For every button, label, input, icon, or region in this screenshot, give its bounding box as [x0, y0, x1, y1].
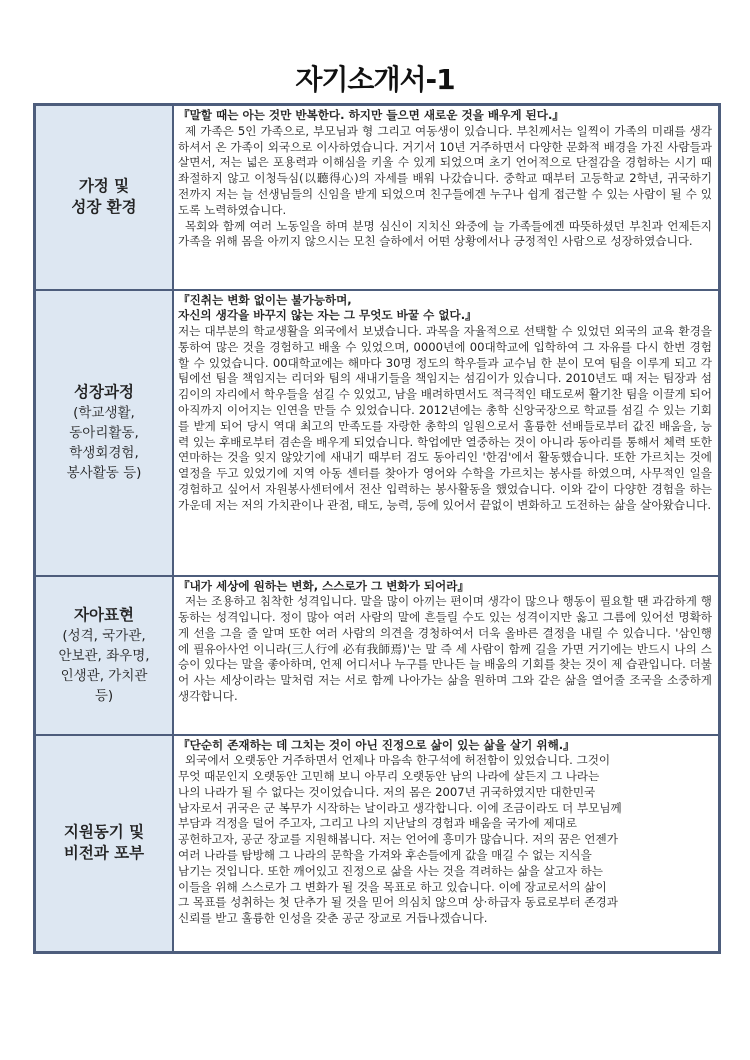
section-label-main: 성장과정: [74, 383, 134, 401]
section-body: [173, 105, 720, 290]
section-label-sub: (학교생활, 동아리활동, 학생회경험, 봉사활동 등): [66, 405, 142, 481]
section-paragraph: 저는 대부분의 학교생활을 외국에서 보냈습니다. 과목을 자율적으로 선택할 수 있었던 외국의 교육 환경을 통하여 많은 것을 경험하고 배울 수 있었으며, 0000년에 00대학교에 입학하여 그 자유를 다시 한번 경험할 수 있었습니다. 00대학교에는 해마다 30명 정도의 학우들과 교수님 한 분이 모여 팀을 이루게 되고 각 팀에선 팀을 책임지는 리더와 팀의 새내기들을 책임지는 섬김이가 있습니다. 2010년도 때 저는 팀장과 섬김이의 자리에서 학우들을 섬길 수 있었고, 남을 배려하면서도 적극적인 태도로써 활기찬 팀을 이끌게 되어 아직까지 이어지는 인연을 만들 수 있었습니다. 2012년에는 총학 신앙국장으로 학교를 섬길 수 있는 기회를 받게 되어 당시 역대 최고의 만족도를 자랑한 총학의 일원으로서 훌륭한 선배들로부터 값진 배움을, 능력 있는 후배로부터 겸손을 배우게 되었습니다. 학업에만 열중하는 것이 아니라 동아리를 통해서 체력 또한 연마하는 것을 잊지 않았기에 새내기 때부터 검도 동아리인 '한검'에서 활동했습니다. 또한 가르치는 것에 열정을 두고 있었기에 지역 아동 센터를 찾아가 영어와 수학을 가르치는 봉사를 하였으며, 사무적인 일을 경험하고 싶어서 자원봉사센터에서 전산 입력하는 봉사활동을 했었습니다. 이와 같이 다양한 경험을 하는 가운데 저는 저의 가치관이나 관점, 태도, 능력, 등에 있어서 끝없이 변화하고 도전하는 삶을 살아왔습니다.: [178, 324, 712, 512]
page-title: 자기소개서-1: [295, 63, 455, 96]
section-label: [35, 105, 174, 290]
section-label-main: 자아표현: [74, 605, 134, 624]
section-body: [173, 290, 720, 576]
section-paragraph: 목회와 함께 여러 노동일을 하며 분명 심신이 지치신 와중에 늘 가족들에겐 따뜻하셨던 부친과 언제든지 가족을 위해 몸을 아끼지 않으시는 모친 슬하에서 어떤 상황에서나 긍정적인 사람으로 성장하였습니다.: [178, 218, 712, 249]
section-quote: 『말할 때는 아는 것만 반복한다. 하지만 들으면 새로운 것을 배우게 된다.』: [178, 108, 564, 122]
self-introduction-table: [33, 103, 721, 954]
section-quote: 『내가 세상에 원하는 변화, 스스로가 그 변화가 되어라』: [178, 578, 470, 593]
section-label-sub: (성격, 국가관, 안보관, 좌우명, 인생관, 가치관 등): [58, 627, 150, 704]
section-paragraph: 외국에서 오랫동안 거주하면서 언제나 마음속 한구석에 허전함이 있었습니다. 그것이 무엇 때문인지 오랫동안 고민해 보니 아무리 오랫동안 남의 나라에 살든지 그 나라는 나의 나라가 될 수 없다는 것이었습니다. 저의 몸은 2007년 귀국하였지만 대한민국 남자로서 귀국은 군 복무가 시작하는 날이라고 생각합니다. 이에 조금이라도 더 부모님께 부담과 걱정을 덜어 주고자, 그리고 나의 지난날의 경험과 배움을 국가에 제대로 공헌하고자, 공군 장교를 지원해봅니다. 저는 언어에 흥미가 많습니다. 저의 꿈은 언젠가 여러 나라를 탐방해 그 나라의 문학을 가져와 후손들에게 값을 매길 수 없는 지식을 남기는 것입니다. 또한 깨어있고 진정으로 삶을 사는 것을 격려하는 삶을 살고자 하는 이들을 위해 스스로가 그 변화가 될 것을 목표로 하고 있습니다. 이에 장교로서의 삶이 그 목표를 성취하는 첫 단추가 될 것을 믿어 의심치 않으며 상·하급자 동료로부터 존경과 신뢰를 받고 훌륭한 인성을 갖춘 공군 장교로 거듭나겠습니다.: [178, 753, 622, 926]
section-label: [35, 290, 174, 576]
section-motivation-vision: [35, 735, 720, 953]
section-quote: 『진취는 변화 없이는 불가능하며, 자신의 생각을 바꾸지 않는 자는 그 무엇도 바꿀 수 없다.』: [178, 292, 477, 323]
section-growth-process: [35, 290, 720, 576]
section-family-background: [35, 105, 720, 290]
section-label: [35, 576, 174, 735]
section-paragraph: 저는 조용하고 침착한 성격입니다. 말을 많이 아끼는 편이며 생각이 많으나 행동이 필요할 땐 과감하게 행동하는 성격입니다. 정이 많아 여러 사람의 말에 흔들릴 수도 있는 성격이지만 옳고 그름에 있어선 명확하게 선을 그을 줄 알며 또한 여러 사람의 의견을 경청하여서 더욱 올바른 결정을 내릴 수 있습니다. '삼인행에 필유아사언 이니라(三人行에 必有我師焉)'는 말 즉 세 사람이 함께 길을 가면 거기에는 반드시 나의 스승이 있다는 말을 좋아하며, 언제 어디서나 누구를 만나든 늘 배움의 기회를 찾는 것이 제 습관입니다. 더불어 사는 세상이라는 말처럼 저는 서로 함께 나아가는 삶을 원하며 그와 같은 삶을 열어줄 조국을 소중하게 생각합니다.: [178, 594, 712, 704]
section-label-main: 가정 및 성장 환경: [71, 177, 137, 217]
section-quote: 『단순히 존재하는 데 그치는 것이 아닌 진정으로 삶이 있는 삶을 살기 위해.』: [178, 737, 575, 752]
section-label: [35, 735, 174, 953]
section-body: [173, 735, 720, 953]
section-paragraph: 제 가족은 5인 가족으로, 부모님과 형 그리고 여동생이 있습니다. 부친께서는 일찍이 가족의 미래를 생각하셔서 온 가족이 외국으로 이사하였습니다. 거기서 10년 거주하면서 다양한 문화적 배경을 가진 사람들과 살면서, 저는 넓은 포용력과 이해심을 키울 수 있게 되었으며 초기 언어적으로 단절감을 경험하는 시기 때 좌절하지 않고 이청득심(以聽得心)의 자세를 배워 나갔습니다. 중학교 때부터 고등학교 2학년, 귀국하기 전까지 저는 늘 선생님들의 신임을 받게 되었으며 친구들에겐 누구나 쉽게 접근할 수 있는 사람이 될 수 있도록 노력하였습니다.: [178, 123, 712, 217]
section-body: [173, 576, 720, 735]
section-self-expression: [35, 576, 720, 735]
section-label-main: 지원동기 및 비전과 포부: [63, 823, 145, 863]
